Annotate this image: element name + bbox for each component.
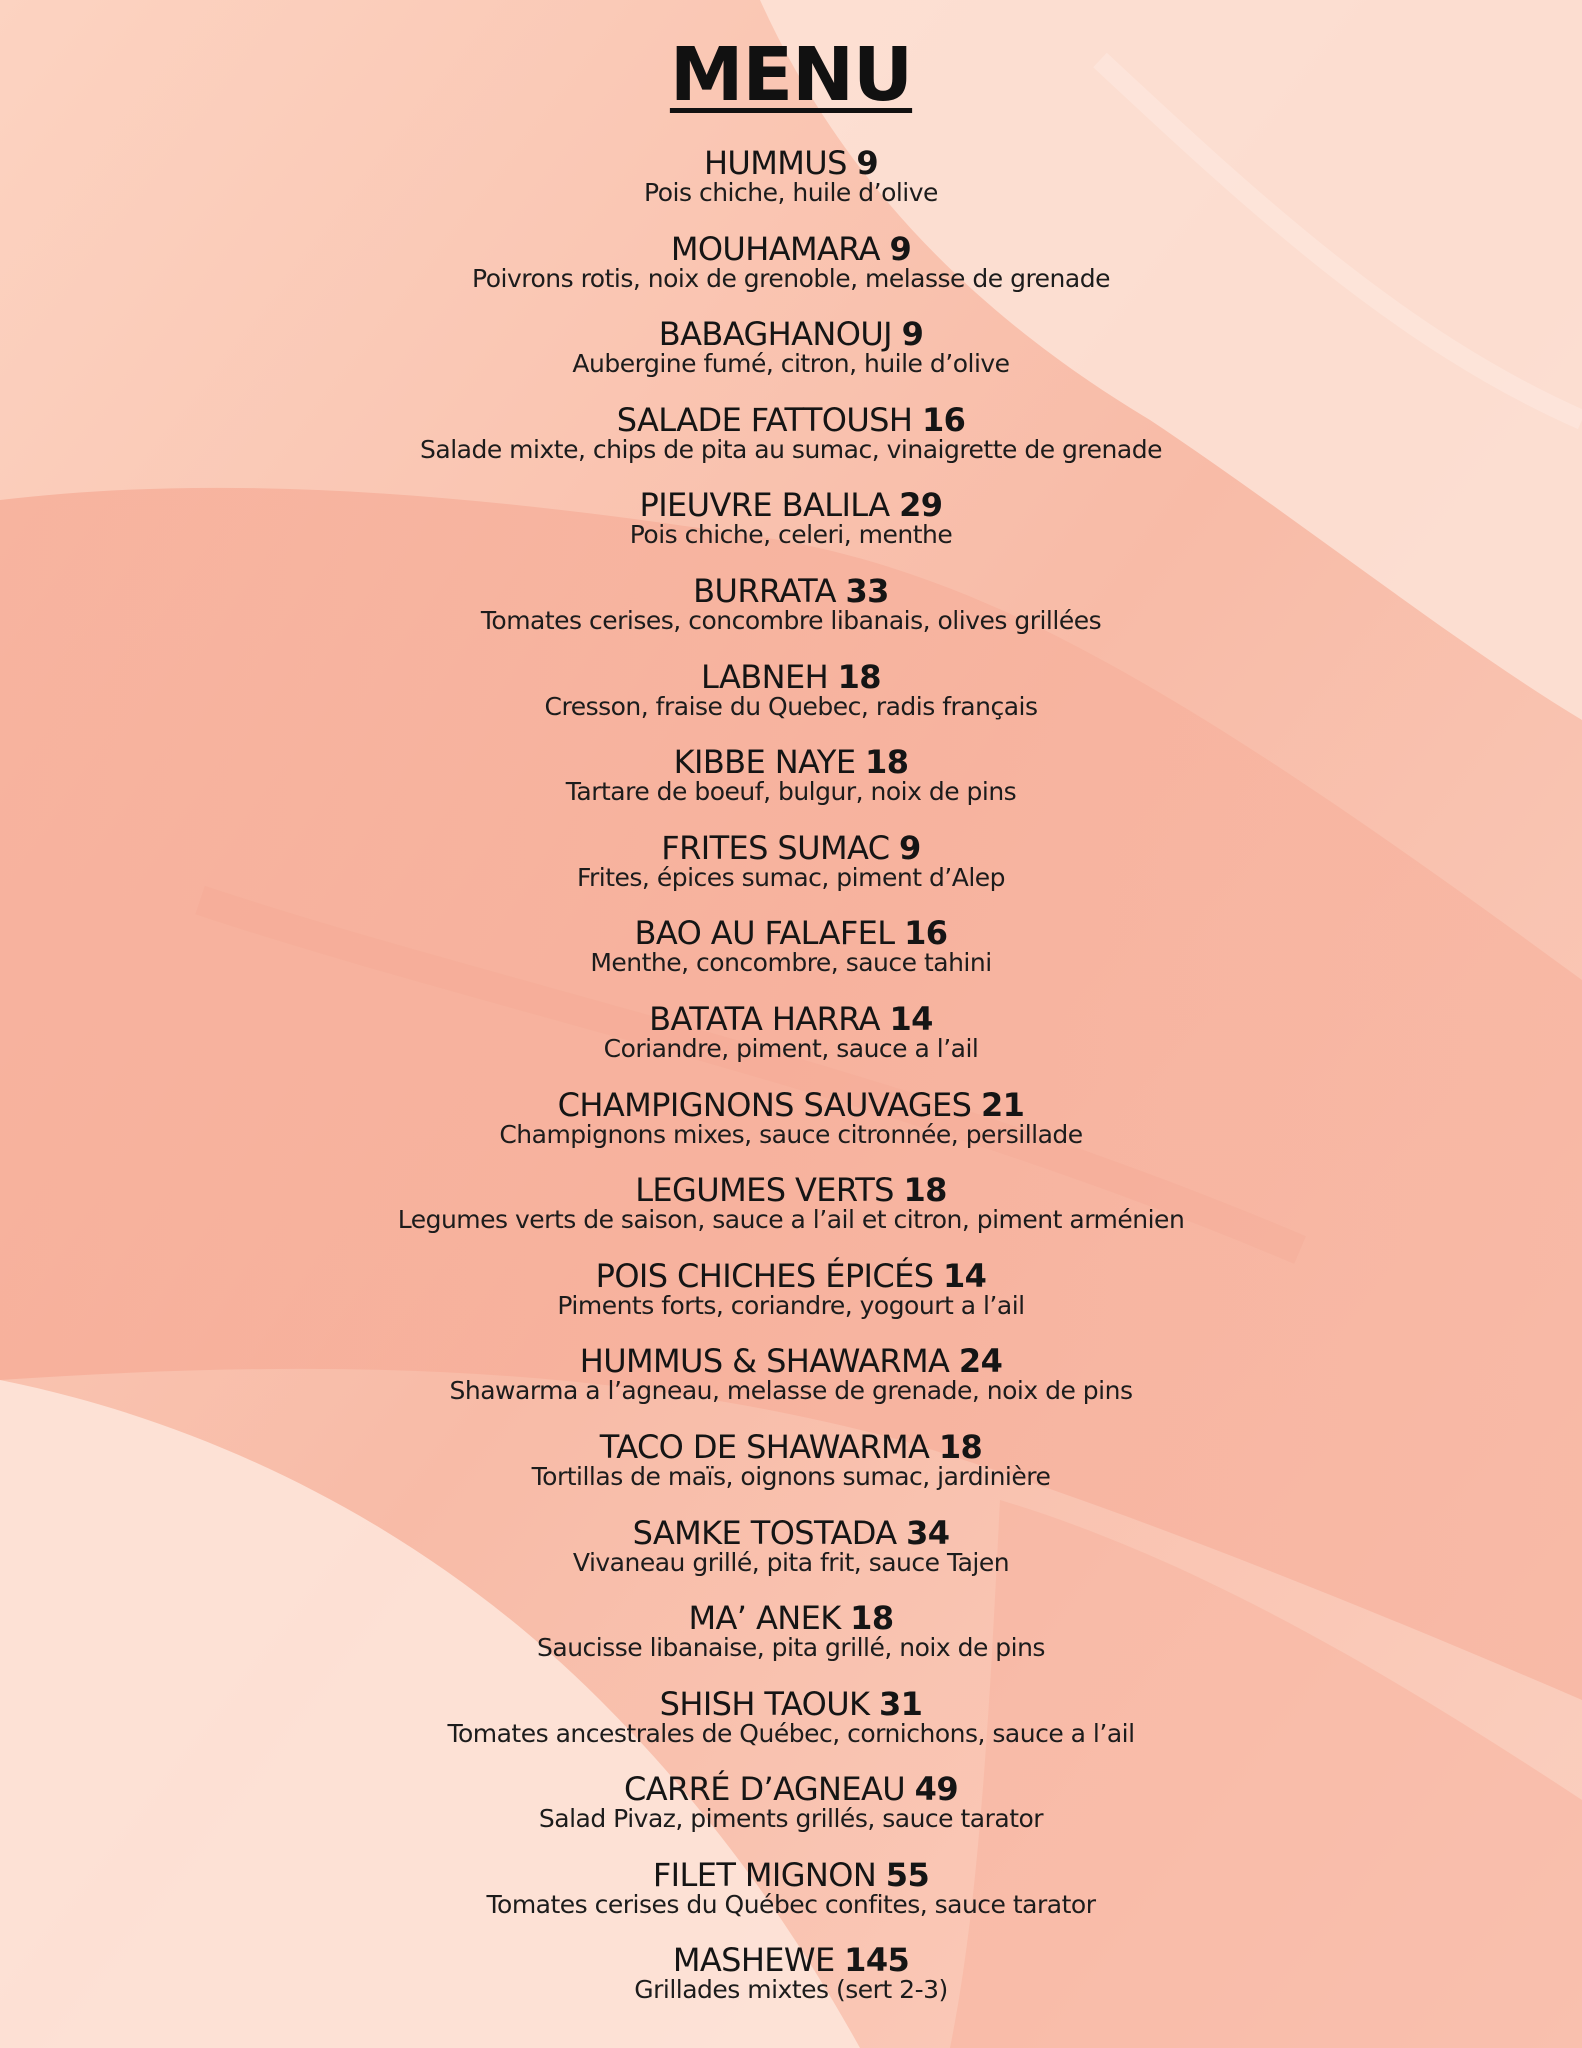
menu-item [0, 742, 1582, 828]
menu-item [0, 229, 1582, 315]
menu-title: MENU [669, 32, 913, 118]
menu-item-description: Shawarma a l’agneau, melasse de grenade, noix de pins [449, 1376, 1133, 1406]
menu-item-price: 29 [899, 486, 943, 525]
menu-item-description: Tomates ancestrales de Québec, cornichons, sauce a l’ail [447, 1718, 1135, 1748]
menu-item [0, 571, 1582, 657]
menu-item-name: CARRÉ D’AGNEAU [623, 1770, 906, 1809]
menu-item-name: POIS CHICHES ÉPICÉS [595, 1256, 934, 1295]
menu-item-description: Frites, épices sumac, piment d’Alep [576, 862, 1006, 892]
menu-item-heading [0, 1684, 1582, 1724]
menu-item-name: SALADE FATTOUSH [616, 400, 913, 439]
menu-items-list [0, 143, 1582, 2026]
menu-item-description: Salad Pivaz, piments grillés, sauce tarator [538, 1804, 1044, 1834]
menu-item [0, 143, 1582, 229]
menu-item-heading [0, 1769, 1582, 1809]
menu-item-heading [0, 1598, 1582, 1638]
menu-item-name: MA’ ANEK [688, 1599, 841, 1638]
menu-item-price: 18 [903, 1171, 947, 1210]
menu-item-heading [0, 143, 1582, 183]
menu-item-name: BURRATA [693, 571, 836, 610]
menu-item-price: 21 [980, 1085, 1025, 1124]
menu-item-description: Vivaneau grillé, pita frit, sauce Tajen [572, 1547, 1010, 1577]
menu-item-price: 145 [844, 1941, 910, 1980]
menu-item-price: 16 [921, 400, 966, 439]
menu-item-name: BABAGHANOUJ [658, 315, 892, 354]
menu-item [0, 314, 1582, 400]
menu-item-price: 9 [901, 315, 924, 354]
menu-item-heading [0, 913, 1582, 953]
menu-item-name: MOUHAMARA [670, 229, 880, 268]
menu-item-heading [0, 1256, 1582, 1296]
menu-item-price: 18 [938, 1427, 983, 1466]
menu-item-name: CHAMPIGNONS SAUVAGES [557, 1085, 972, 1124]
menu-item-description: Menthe, concombre, sauce tahini [590, 948, 992, 978]
menu-item [0, 828, 1582, 914]
menu-item-heading [0, 485, 1582, 525]
menu-item [0, 1855, 1582, 1941]
menu-item [0, 1940, 1582, 2026]
menu-item [0, 913, 1582, 999]
menu-item-description: Grillades mixtes (sert 2-3) [634, 1975, 948, 2005]
menu-item-description: Saucisse libanaise, pita grillé, noix de pins [537, 1633, 1045, 1663]
menu-item [0, 1256, 1582, 1342]
menu-item-name: SHISH TAOUK [659, 1684, 870, 1723]
menu-item-price: 9 [856, 144, 879, 182]
menu-item [0, 1427, 1582, 1513]
menu-item-price: 14 [889, 999, 933, 1038]
menu-item-description: Tortillas de maïs, oignons sumac, jardinière [531, 1461, 1051, 1491]
menu-item-price: 18 [837, 657, 881, 696]
menu-item-price: 14 [943, 1256, 987, 1295]
menu-item-description: Poivrons rotis, noix de grenoble, melasse de grenade [472, 263, 1110, 293]
menu-item-heading [0, 1427, 1582, 1467]
menu-item-name: BATATA HARRA [649, 999, 880, 1038]
menu-item [0, 1085, 1582, 1171]
menu-item-description: Tartare de boeuf, bulgur, noix de pins [565, 777, 1017, 807]
menu-item [0, 999, 1582, 1085]
menu-item-description: Tomates cerises, concombre libanais, olives grillées [480, 605, 1102, 635]
menu-item [0, 400, 1582, 486]
menu-item-price: 34 [906, 1513, 950, 1552]
menu-item-description: Salade mixte, chips de pita au sumac, vinaigrette de grenade [420, 434, 1162, 464]
menu-item-name: FILET MIGNON [652, 1855, 877, 1894]
menu-item [0, 1769, 1582, 1855]
menu-item-heading [0, 314, 1582, 354]
menu-item [0, 1598, 1582, 1684]
menu-item-heading [0, 1940, 1582, 1980]
menu-item-description: Cresson, fraise du Quebec, radis français [544, 691, 1038, 721]
menu-item-name: MASHEWE [672, 1941, 835, 1980]
menu-item-price: 33 [845, 571, 889, 610]
menu-item [0, 1513, 1582, 1599]
menu-item-description: Legumes verts de saison, sauce a l’ail et citron, piment arménien [397, 1205, 1185, 1235]
menu-item-heading [0, 742, 1582, 782]
menu-item-description: Pois chiche, celeri, menthe [629, 520, 953, 550]
menu-item-price: 18 [865, 743, 909, 782]
menu-item-description: Champignons mixes, sauce citronnée, persillade [499, 1119, 1083, 1149]
menu-item [0, 657, 1582, 743]
menu-item-name: PIEUVRE BALILA [639, 486, 890, 525]
menu-item-price: 55 [885, 1855, 930, 1894]
menu-item [0, 1170, 1582, 1256]
menu-item-price: 16 [904, 914, 948, 953]
menu-item-heading [0, 1513, 1582, 1553]
menu-item-heading [0, 828, 1582, 868]
menu-item-name: LEGUMES VERTS [635, 1171, 894, 1210]
menu-item-name: SAMKE TOSTADA [632, 1513, 897, 1552]
menu-item-price: 18 [850, 1599, 894, 1638]
menu-item-name: TACO DE SHAWARMA [599, 1427, 930, 1466]
menu-item-heading [0, 1085, 1582, 1125]
menu-item-name: HUMMUS & SHAWARMA [579, 1342, 950, 1381]
menu-item-heading [0, 571, 1582, 611]
menu-item-description: Tomates cerises du Québec confites, sauce tarator [486, 1889, 1096, 1919]
menu-item-price: 9 [899, 828, 921, 867]
menu-item-heading [0, 1341, 1582, 1381]
menu-item-heading [0, 229, 1582, 269]
menu-item-description: Pois chiche, huile d’olive [644, 178, 938, 207]
menu-item-price: 49 [914, 1770, 959, 1809]
menu-item-description: Coriandre, piment, sauce a l’ail [603, 1033, 979, 1063]
menu-item-heading [0, 400, 1582, 440]
menu-item-name: HUMMUS [703, 144, 847, 182]
menu-item-name: KIBBE NAYE [673, 743, 856, 782]
menu-item-heading [0, 657, 1582, 697]
menu-item-price: 31 [878, 1684, 923, 1723]
menu-item-price: 24 [958, 1342, 1003, 1381]
menu-item-description: Piments forts, coriandre, yogourt a l’ail [557, 1290, 1025, 1320]
menu-item [0, 485, 1582, 571]
menu-item-heading [0, 1855, 1582, 1895]
menu-item-price: 9 [889, 229, 912, 268]
menu-item-name: LABNEH [701, 657, 829, 696]
menu-item-name: FRITES SUMAC [661, 828, 890, 867]
menu-item [0, 1341, 1582, 1427]
menu-item [0, 1684, 1582, 1770]
menu-item-heading [0, 1170, 1582, 1210]
menu-item-description: Aubergine fumé, citron, huile d’olive [572, 349, 1010, 379]
menu-item-heading [0, 999, 1582, 1039]
menu-item-name: BAO AU FALAFEL [634, 914, 895, 953]
